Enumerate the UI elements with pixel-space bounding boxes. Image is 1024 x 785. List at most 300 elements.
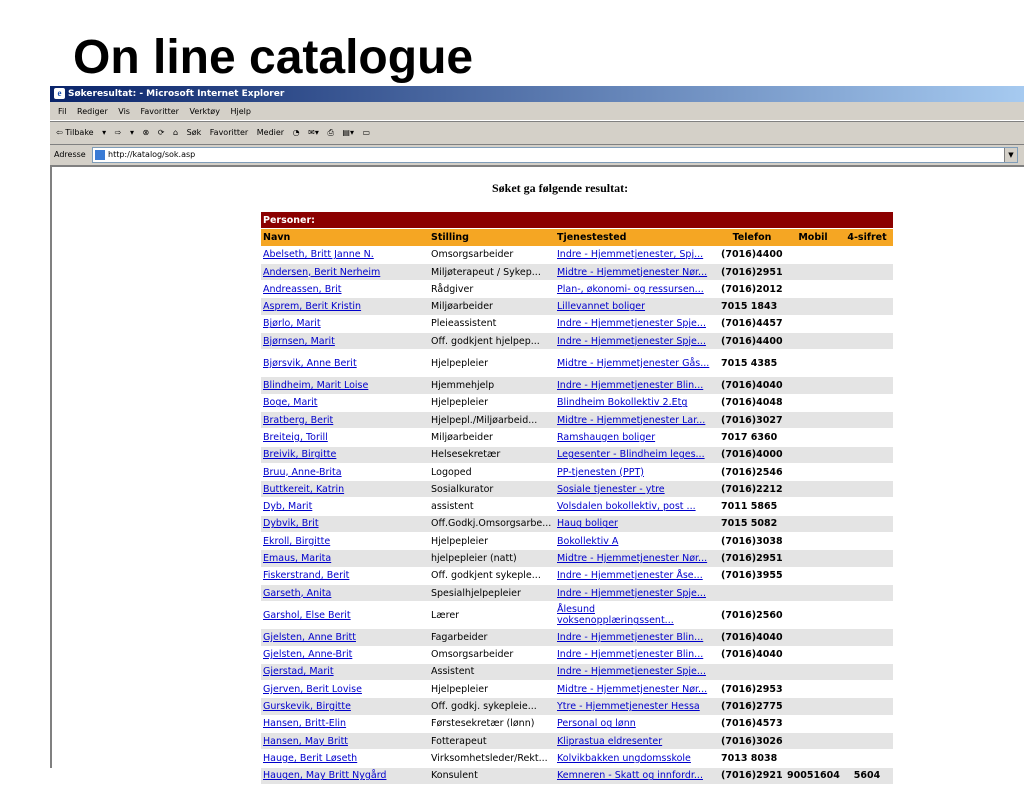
workplace-link[interactable]: Midtre - Hjemmetjenester Nør... xyxy=(557,683,708,695)
cell-4-sifret xyxy=(841,377,893,394)
workplace-link[interactable]: Kemneren - Skatt og innfordr... xyxy=(557,770,703,782)
cell-telefon: (7016)2546 xyxy=(713,463,785,480)
cell-navn xyxy=(261,533,429,550)
cell-4-sifret xyxy=(841,246,893,263)
cell-4-sifret xyxy=(841,681,893,698)
workplace-link[interactable]: Indre - Hjemmetjenester Blin... xyxy=(557,631,704,643)
cell-telefon: (7016)3026 xyxy=(713,733,785,750)
cell-navn xyxy=(261,246,429,263)
cell-tjenestested xyxy=(555,550,713,567)
cell-stilling: Hjelpepleier xyxy=(429,350,555,377)
person-link[interactable]: Emaus, Marita xyxy=(263,552,332,564)
cell-stilling: Miljøterapeut / Sykep... xyxy=(429,263,555,280)
forward-button[interactable]: ⇨ xyxy=(114,128,122,137)
workplace-link[interactable]: PP-tjenesten (PPT) xyxy=(557,466,644,478)
person-link[interactable]: Garshol, Else Berit xyxy=(263,609,351,621)
person-link[interactable]: Hauge, Berit Løseth xyxy=(263,752,358,764)
cell-mobil xyxy=(785,411,841,428)
cell-mobil xyxy=(785,315,841,332)
cell-telefon: (7016)4573 xyxy=(713,715,785,732)
cell-navn xyxy=(261,429,429,446)
workplace-link[interactable]: Sosiale tjenester - ytre xyxy=(557,483,665,495)
cell-4-sifret xyxy=(841,584,893,601)
table-row xyxy=(261,567,893,584)
cell-tjenestested xyxy=(555,281,713,298)
workplace-link[interactable]: Plan-, økonomi- og ressursen... xyxy=(557,283,704,295)
menu-vis[interactable]: Vis xyxy=(118,107,130,116)
menu-hjelp[interactable]: Hjelp xyxy=(230,107,251,116)
person-link[interactable]: Gjelsten, Anne Britt xyxy=(263,631,356,643)
cell-telefon: (7016)2560 xyxy=(713,602,785,629)
workplace-link[interactable]: Kliprastua eldresenter xyxy=(557,735,663,747)
media-button[interactable]: Medier xyxy=(256,128,285,137)
table-row xyxy=(261,263,893,280)
cell-tjenestested xyxy=(555,446,713,463)
cell-mobil xyxy=(785,481,841,498)
back-dropdown-icon[interactable]: ▾ xyxy=(102,128,107,137)
workplace-link[interactable]: Blindheim Bokollektiv 2.Etg xyxy=(557,397,688,409)
cell-4-sifret xyxy=(841,550,893,567)
column-header-stilling: Stilling xyxy=(429,229,555,246)
cell-mobil xyxy=(785,515,841,532)
cell-navn xyxy=(261,498,429,515)
cell-stilling: Logoped xyxy=(429,463,555,480)
table-row xyxy=(261,463,893,480)
cell-navn xyxy=(261,715,429,732)
cell-navn xyxy=(261,602,429,629)
cell-mobil: 90051604 xyxy=(785,767,841,784)
cell-telefon: (7016)4040 xyxy=(713,646,785,663)
cell-tjenestested xyxy=(555,767,713,784)
column-header-navn: Navn xyxy=(261,229,429,246)
cell-tjenestested xyxy=(555,315,713,332)
cell-navn xyxy=(261,333,429,350)
table-row xyxy=(261,663,893,680)
person-link[interactable]: Breiteig, Torill xyxy=(263,431,328,443)
person-link[interactable]: Blindheim, Marit Loise xyxy=(263,380,369,392)
cell-navn xyxy=(261,298,429,315)
cell-mobil xyxy=(785,498,841,515)
cell-navn xyxy=(261,315,429,332)
cell-tjenestested xyxy=(555,663,713,680)
cell-tjenestested xyxy=(555,333,713,350)
table-row xyxy=(261,750,893,767)
table-row xyxy=(261,629,893,646)
table-row xyxy=(261,550,893,567)
workplace-link[interactable]: Indre - Hjemmetjenester Spje... xyxy=(557,318,706,330)
cell-mobil xyxy=(785,663,841,680)
cell-telefon: (7016)2921 xyxy=(713,767,785,784)
cell-stilling: Hjemmehjelp xyxy=(429,377,555,394)
mail-icon[interactable]: ✉▾ xyxy=(308,128,319,137)
cell-navn xyxy=(261,463,429,480)
table-row xyxy=(261,533,893,550)
cell-4-sifret xyxy=(841,533,893,550)
workplace-link[interactable]: Ytre - Hjemmetjenester Hessa xyxy=(557,701,700,713)
cell-telefon: (7016)2951 xyxy=(713,263,785,280)
window-titlebar xyxy=(50,86,1024,102)
cell-4-sifret xyxy=(841,733,893,750)
cell-tjenestested xyxy=(555,394,713,411)
cell-mobil xyxy=(785,429,841,446)
cell-navn xyxy=(261,629,429,646)
edit-icon[interactable]: ▤▾ xyxy=(342,128,354,137)
cell-stilling: Miljøarbeider xyxy=(429,298,555,315)
cell-tjenestested xyxy=(555,567,713,584)
menu-bar xyxy=(50,103,1024,121)
table-row xyxy=(261,515,893,532)
cell-4-sifret xyxy=(841,515,893,532)
person-link[interactable]: Abelseth, Britt Janne N. xyxy=(263,249,374,261)
cell-telefon: (7016)2775 xyxy=(713,698,785,715)
cell-stilling: Virksomhetsleder/Rekt... xyxy=(429,750,555,767)
result-heading: Søket ga følgende resultat: xyxy=(492,181,629,195)
cell-mobil xyxy=(785,377,841,394)
table-caption-row xyxy=(261,212,893,229)
column-header-4-sifret: 4-sifret xyxy=(841,229,893,246)
cell-stilling: Off. godkj. sykepleie... xyxy=(429,698,555,715)
cell-telefon: 7015 1843 xyxy=(713,298,785,315)
cell-4-sifret xyxy=(841,602,893,629)
person-link[interactable]: Buttkereit, Katrin xyxy=(263,483,345,495)
cell-stilling: Assistent xyxy=(429,663,555,680)
print-icon[interactable]: ⎙ xyxy=(327,128,334,137)
cell-stilling: Miljøarbeider xyxy=(429,429,555,446)
table-row xyxy=(261,698,893,715)
table-row xyxy=(261,681,893,698)
workplace-link[interactable]: Lillevannet boliger xyxy=(557,301,646,313)
cell-stilling: Off.Godkj.Omsorgsarbe... xyxy=(429,515,555,532)
cell-4-sifret xyxy=(841,629,893,646)
cell-mobil xyxy=(785,263,841,280)
workplace-link[interactable]: Personal og lønn xyxy=(557,718,636,730)
cell-telefon: (7016)3038 xyxy=(713,533,785,550)
workplace-link[interactable]: Midtre - Hjemmetjenester Lar... xyxy=(557,414,706,426)
address-dropdown-icon[interactable]: ▼ xyxy=(1004,148,1017,162)
cell-navn xyxy=(261,750,429,767)
cell-stilling: Fotterapeut xyxy=(429,733,555,750)
workplace-link[interactable]: Midtre - Hjemmetjenester Nør... xyxy=(557,266,708,278)
cell-mobil xyxy=(785,333,841,350)
workplace-link[interactable]: Indre - Hjemmetjenester Blin... xyxy=(557,649,704,661)
menu-favoritter[interactable]: Favoritter xyxy=(140,107,179,116)
menu-fil[interactable]: Fil xyxy=(58,107,67,116)
table-row xyxy=(261,377,893,394)
address-input[interactable] xyxy=(92,147,1018,163)
page-icon xyxy=(95,150,105,160)
table-row xyxy=(261,646,893,663)
table-row xyxy=(261,411,893,428)
person-link[interactable]: Gjelsten, Anne-Brit xyxy=(263,649,353,661)
forward-dropdown-icon[interactable]: ▾ xyxy=(129,128,134,137)
cell-mobil xyxy=(785,446,841,463)
person-link[interactable]: Bjørnsen, Marit xyxy=(263,335,335,347)
cell-navn xyxy=(261,281,429,298)
person-link[interactable]: Garseth, Anita xyxy=(263,587,332,599)
cell-telefon: (7016)4048 xyxy=(713,394,785,411)
person-link[interactable]: Boge, Marit xyxy=(263,397,318,409)
table-row xyxy=(261,333,893,350)
cell-telefon: (7016)4457 xyxy=(713,315,785,332)
workplace-link[interactable]: Midtre - Hjemmetjenester Nør... xyxy=(557,552,708,564)
cell-navn xyxy=(261,481,429,498)
cell-mobil xyxy=(785,602,841,629)
cell-navn xyxy=(261,446,429,463)
cell-telefon: (7016)4040 xyxy=(713,377,785,394)
stop-icon[interactable]: ⊗ xyxy=(142,128,150,137)
cell-stilling: assistent xyxy=(429,498,555,515)
cell-tjenestested xyxy=(555,646,713,663)
person-link[interactable]: Breivik, Birgitte xyxy=(263,449,337,461)
cell-mobil xyxy=(785,298,841,315)
cell-tjenestested xyxy=(555,681,713,698)
cell-stilling: Førstesekretær (lønn) xyxy=(429,715,555,732)
cell-tjenestested xyxy=(555,298,713,315)
cell-stilling: hjelpepleier (natt) xyxy=(429,550,555,567)
person-link[interactable]: Bjørsvik, Anne Berit xyxy=(263,357,357,369)
cell-4-sifret xyxy=(841,333,893,350)
cell-navn xyxy=(261,377,429,394)
workplace-link[interactable]: Volsdalen bokollektiv, post ... xyxy=(557,501,696,513)
person-link[interactable]: Bruu, Anne-Brita xyxy=(263,466,342,478)
cell-stilling: Off. godkjent hjelpep... xyxy=(429,333,555,350)
table-row xyxy=(261,246,893,263)
cell-telefon: (7016)3955 xyxy=(713,567,785,584)
cell-navn xyxy=(261,767,429,784)
cell-tjenestested xyxy=(555,584,713,601)
cell-stilling: Pleieassistent xyxy=(429,315,555,332)
cell-mobil xyxy=(785,550,841,567)
person-link[interactable]: Andreassen, Brit xyxy=(263,283,342,295)
person-link[interactable]: Dyb, Marit xyxy=(263,501,313,513)
cell-4-sifret xyxy=(841,567,893,584)
cell-tjenestested xyxy=(555,629,713,646)
cell-telefon: 7015 4385 xyxy=(713,350,785,377)
cell-4-sifret xyxy=(841,663,893,680)
cell-stilling: Hjelpepleier xyxy=(429,394,555,411)
table-row xyxy=(261,481,893,498)
cell-navn xyxy=(261,350,429,377)
table-row xyxy=(261,315,893,332)
back-button[interactable]: ⇦ Tilbake xyxy=(56,128,94,137)
cell-stilling: Hjelpepleier xyxy=(429,681,555,698)
cell-stilling: Hjelpepl./Miljøarbeid... xyxy=(429,411,555,428)
address-bar xyxy=(50,144,1024,164)
cell-telefon: (7016)4400 xyxy=(713,333,785,350)
cell-4-sifret xyxy=(841,429,893,446)
cell-stilling: Konsulent xyxy=(429,767,555,784)
workplace-link[interactable]: Indre - Hjemmetjenester, Spj... xyxy=(557,249,704,261)
cell-tjenestested xyxy=(555,515,713,532)
workplace-link[interactable]: Ramshaugen boliger xyxy=(557,431,656,443)
person-link[interactable]: Bjørlo, Marit xyxy=(263,318,321,330)
person-link[interactable]: Andersen, Berit Nerheim xyxy=(263,266,381,278)
cell-4-sifret xyxy=(841,463,893,480)
cell-navn xyxy=(261,681,429,698)
cell-navn xyxy=(261,663,429,680)
cell-navn xyxy=(261,394,429,411)
cell-navn xyxy=(261,698,429,715)
cell-mobil xyxy=(785,350,841,377)
cell-stilling: Rådgiver xyxy=(429,281,555,298)
cell-tjenestested xyxy=(555,463,713,480)
discuss-icon[interactable]: ▭ xyxy=(362,128,371,137)
cell-mobil xyxy=(785,715,841,732)
cell-telefon xyxy=(713,584,785,601)
cell-mobil xyxy=(785,750,841,767)
workplace-link[interactable]: Legesenter - Blindheim leges... xyxy=(557,449,705,461)
cell-stilling: Hjelpepleier xyxy=(429,533,555,550)
cell-tjenestested xyxy=(555,429,713,446)
person-link[interactable]: Hansen, Britt-Elin xyxy=(263,718,347,730)
cell-stilling: Lærer xyxy=(429,602,555,629)
cell-stilling: Sosialkurator xyxy=(429,481,555,498)
cell-4-sifret xyxy=(841,698,893,715)
person-link[interactable]: Dybvik, Brit xyxy=(263,518,319,530)
cell-stilling: Fagarbeider xyxy=(429,629,555,646)
cell-stilling: Spesialhjelpepleier xyxy=(429,584,555,601)
slide-title: On line catalogue xyxy=(73,31,474,84)
cell-tjenestested xyxy=(555,246,713,263)
cell-telefon: 7015 5082 xyxy=(713,515,785,532)
cell-telefon: 7011 5865 xyxy=(713,498,785,515)
table-header-row xyxy=(261,229,893,246)
person-link[interactable]: Fiskerstrand, Berit xyxy=(263,570,350,582)
cell-tjenestested xyxy=(555,350,713,377)
cell-4-sifret xyxy=(841,298,893,315)
workplace-link[interactable]: Indre - Hjemmetjenester Spje... xyxy=(557,666,706,678)
table-row xyxy=(261,767,893,784)
history-icon[interactable]: ◔ xyxy=(292,128,300,137)
address-label: Adresse xyxy=(54,150,86,159)
table-row xyxy=(261,394,893,411)
table-row xyxy=(261,446,893,463)
refresh-icon[interactable]: ⟳ xyxy=(157,128,165,137)
cell-tjenestested xyxy=(555,715,713,732)
cell-telefon xyxy=(713,663,785,680)
window-title: Søkeresultat: - Microsoft Internet Explorer xyxy=(68,89,285,99)
cell-tjenestested xyxy=(555,481,713,498)
cell-tjenestested xyxy=(555,602,713,629)
person-link[interactable]: Ekroll, Birgitte xyxy=(263,535,331,547)
home-icon[interactable]: ⌂ xyxy=(173,128,179,137)
cell-4-sifret xyxy=(841,394,893,411)
table-row xyxy=(261,429,893,446)
cell-telefon: (7016)2951 xyxy=(713,550,785,567)
cell-tjenestested xyxy=(555,377,713,394)
cell-mobil xyxy=(785,533,841,550)
cell-4-sifret xyxy=(841,411,893,428)
table-row xyxy=(261,733,893,750)
workplace-link[interactable]: Indre - Hjemmetjenester Spje... xyxy=(557,587,706,599)
workplace-link[interactable]: Indre - Hjemmetjenester Spje... xyxy=(557,335,706,347)
cell-telefon: 7017 6360 xyxy=(713,429,785,446)
cell-navn xyxy=(261,515,429,532)
table-row xyxy=(261,602,893,629)
workplace-link[interactable]: Midtre - Hjemmetjenester Gås... xyxy=(557,357,710,369)
person-link[interactable]: Gjerven, Berit Lovise xyxy=(263,683,362,695)
cell-4-sifret: 5604 xyxy=(841,767,893,784)
cell-telefon: (7016)2953 xyxy=(713,681,785,698)
table-row xyxy=(261,715,893,732)
cell-tjenestested xyxy=(555,733,713,750)
cell-stilling: Helsesekretær xyxy=(429,446,555,463)
table-row xyxy=(261,298,893,315)
cell-4-sifret xyxy=(841,498,893,515)
cell-mobil xyxy=(785,681,841,698)
cell-mobil xyxy=(785,246,841,263)
cell-mobil xyxy=(785,463,841,480)
menu-rediger[interactable]: Rediger xyxy=(77,107,108,116)
workplace-link[interactable]: Haug boliger xyxy=(557,518,618,530)
cell-navn xyxy=(261,733,429,750)
cell-4-sifret xyxy=(841,646,893,663)
cell-mobil xyxy=(785,733,841,750)
menu-verktoy[interactable]: Verktøy xyxy=(189,107,220,116)
workplace-link[interactable]: Bokollektiv A xyxy=(557,535,619,547)
person-link[interactable]: Hansen, May Britt xyxy=(263,735,349,747)
cell-navn xyxy=(261,584,429,601)
cell-telefon: (7016)4400 xyxy=(713,246,785,263)
cell-mobil xyxy=(785,567,841,584)
cell-4-sifret xyxy=(841,315,893,332)
cell-telefon: (7016)4040 xyxy=(713,629,785,646)
favorites-button[interactable]: Favoritter xyxy=(209,128,249,137)
table-row xyxy=(261,281,893,298)
cell-4-sifret xyxy=(841,263,893,280)
person-link[interactable]: Gjerstad, Marit xyxy=(263,666,334,678)
cell-stilling: Omsorgsarbeider xyxy=(429,646,555,663)
cell-stilling: Omsorgsarbeider xyxy=(429,246,555,263)
cell-telefon: (7016)2012 xyxy=(713,281,785,298)
cell-4-sifret xyxy=(841,750,893,767)
cell-4-sifret xyxy=(841,281,893,298)
workplace-link[interactable]: Indre - Hjemmetjenester Åse... xyxy=(557,570,703,582)
cell-tjenestested xyxy=(555,498,713,515)
cell-mobil xyxy=(785,584,841,601)
person-link[interactable]: Haugen, May Britt Nygård xyxy=(263,770,387,782)
cell-tjenestested xyxy=(555,263,713,280)
search-button[interactable]: Søk xyxy=(186,128,202,137)
cell-tjenestested xyxy=(555,411,713,428)
cell-navn xyxy=(261,411,429,428)
address-value: http://katalog/sok.asp xyxy=(108,150,196,159)
cell-mobil xyxy=(785,281,841,298)
cell-navn xyxy=(261,550,429,567)
cell-tjenestested xyxy=(555,533,713,550)
cell-telefon: 7013 8038 xyxy=(713,750,785,767)
column-header-mobil: Mobil xyxy=(785,229,841,246)
cell-4-sifret xyxy=(841,350,893,377)
ie-icon: e xyxy=(54,88,65,99)
cell-4-sifret xyxy=(841,481,893,498)
column-header-telefon: Telefon xyxy=(713,229,785,246)
person-link[interactable]: Asprem, Berit Kristin xyxy=(263,301,362,313)
cell-navn xyxy=(261,263,429,280)
person-link[interactable]: Bratberg, Berit xyxy=(263,414,334,426)
cell-navn xyxy=(261,567,429,584)
workplace-link[interactable]: Indre - Hjemmetjenester Blin... xyxy=(557,380,704,392)
workplace-link[interactable]: Ålesund voksenopplæringssent... xyxy=(557,604,674,627)
cell-mobil xyxy=(785,698,841,715)
workplace-link[interactable]: Kolvikbakken ungdomsskole xyxy=(557,752,691,764)
cell-stilling: Off. godkjent sykeple... xyxy=(429,567,555,584)
table-row xyxy=(261,350,893,377)
person-link[interactable]: Gurskevik, Birgitte xyxy=(263,701,351,713)
cell-telefon: (7016)4000 xyxy=(713,446,785,463)
cell-navn xyxy=(261,646,429,663)
table-row xyxy=(261,498,893,515)
